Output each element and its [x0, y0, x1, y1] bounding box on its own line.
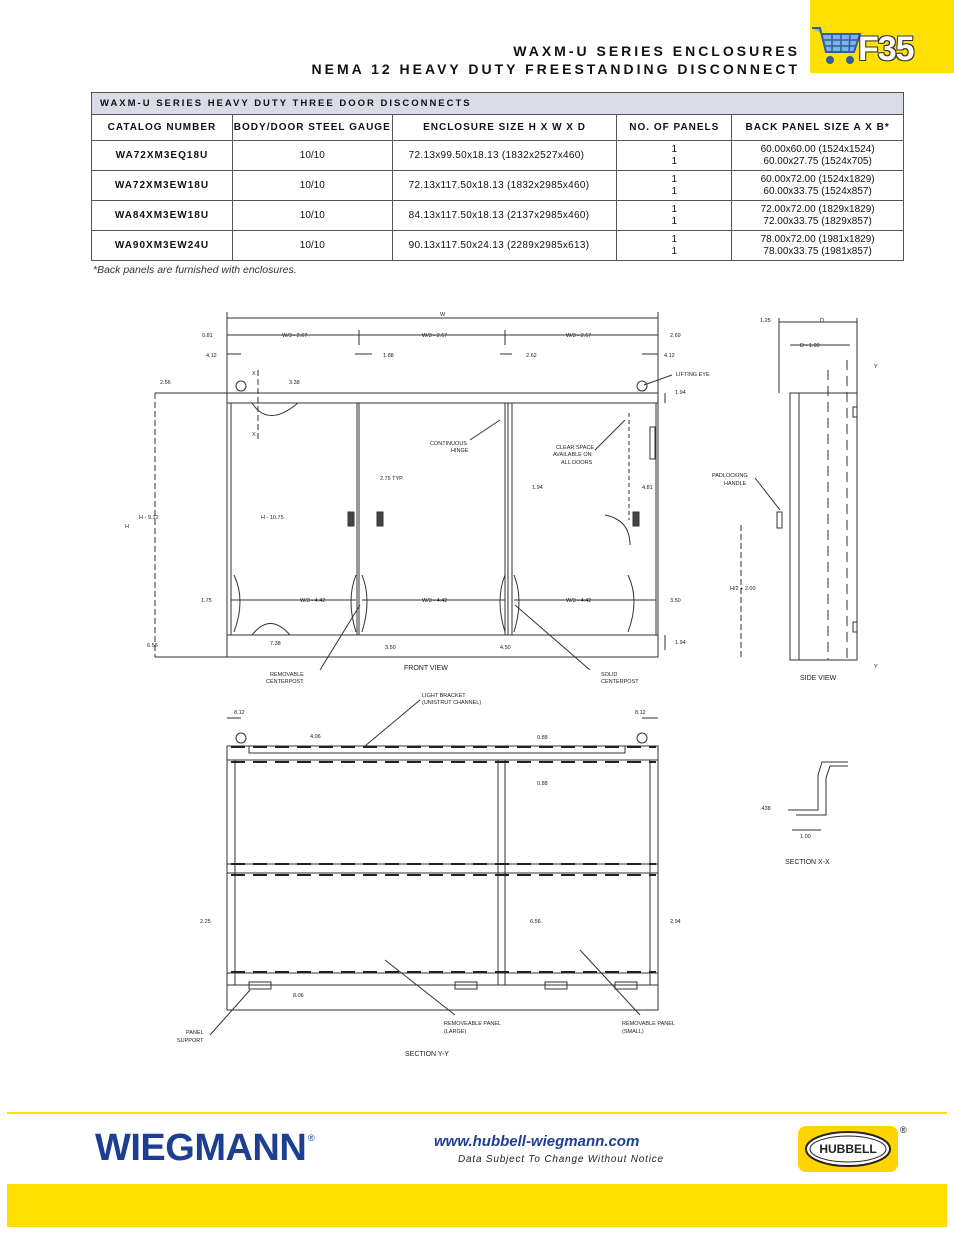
col-header-catalog: CATALOG NUMBER [92, 115, 233, 141]
panel-count: 1 [671, 155, 678, 167]
dim-label: W/3 - 4.42 [422, 598, 448, 604]
dim-label: 2.56 [160, 380, 171, 386]
callout-label: ALL DOORS [561, 460, 593, 466]
dim-label: 0.81 [202, 333, 213, 339]
callout-label: REMOVABLE [270, 672, 304, 678]
dim-label: 1.25 [760, 318, 771, 324]
registered-mark: ® [900, 1125, 907, 1135]
callout-label: CONTINUOUS [430, 441, 467, 447]
steel-gauge: 10/10 [232, 171, 392, 201]
catalog-number: WA72XM3EQ18U [92, 141, 233, 171]
callout-label: LIGHT BRACKET [422, 693, 466, 699]
dim-label: W/3 - 2.67 [422, 333, 448, 339]
dim-label: 4.12 [206, 353, 217, 359]
hubbell-wordmark: HUBBELL [819, 1142, 877, 1156]
dim-label: X [252, 371, 256, 377]
dim-label: W/3 - 2.67 [282, 333, 308, 339]
dim-label: 2.69 [670, 333, 681, 339]
panel-count: 1 [671, 173, 678, 185]
dim-label: H [125, 524, 129, 530]
steel-gauge: 10/10 [232, 201, 392, 231]
dim-label: 4.50 [500, 645, 511, 651]
view-title-front: FRONT VIEW [404, 665, 448, 672]
panel-count: 1 [671, 203, 678, 215]
website-link[interactable]: www.hubbell-wiegmann.com [434, 1133, 640, 1150]
callout-label: CENTERPOST [266, 679, 304, 685]
dim-label: 3.50 [385, 645, 396, 651]
view-title-section-xx: SECTION X-X [785, 859, 830, 866]
dim-label: W [440, 312, 446, 318]
dim-label: 1.94 [532, 485, 543, 491]
col-header-panels: NO. OF PANELS [617, 115, 732, 141]
panel-count: 1 [671, 245, 678, 257]
steel-gauge: 10/10 [232, 141, 392, 171]
dim-label: H - 9.12 [139, 515, 159, 521]
dim-label: 2.62 [526, 353, 537, 359]
enclosure-size: 84.13x117.50x18.13 (2137x2985x460) [392, 201, 617, 231]
table-banner: WAXM-U SERIES HEAVY DUTY THREE DOOR DISCONNECTS [92, 93, 904, 115]
callout-label: PADLOCKING [712, 473, 748, 479]
dim-label: 4.12 [664, 353, 675, 359]
dim-label: 4.06 [310, 734, 321, 740]
back-panel-size: 72.00x72.00 (1829x1829) [760, 203, 875, 215]
dim-label: 8.12 [234, 710, 245, 716]
front-enclosure-outline [227, 393, 658, 657]
callout-label: REMOVABLE PANEL [622, 1021, 675, 1027]
dim-label: 6.56 [530, 919, 541, 925]
col-header-size: ENCLOSURE SIZE H X W X D [392, 115, 617, 141]
table-footnote: *Back panels are furnished with enclosures. [93, 264, 297, 276]
dim-label: W/3 - 4.42 [300, 598, 326, 604]
dim-label: 2.75 TYP. [380, 476, 404, 482]
panel-count: 1 [671, 143, 678, 155]
disclaimer: Data Subject To Change Without Notice [458, 1154, 664, 1165]
panel-count: 1 [671, 215, 678, 227]
callout-label: CENTERPOST [601, 679, 639, 685]
lifting-eye [236, 381, 246, 391]
back-panel-size: 60.00x60.00 (1524x1524) [760, 143, 875, 155]
dim-label: 1.94 [675, 390, 686, 396]
dim-label: D - 1.00 [800, 343, 820, 349]
lifting-eye [637, 381, 647, 391]
callout-label: REMOVEABLE PANEL [444, 1021, 502, 1027]
back-panel-size: 60.00x33.75 (1524x857) [763, 185, 872, 197]
enclosure-size: 72.13x117.50x18.13 (1832x2985x460) [392, 171, 617, 201]
callout-label: HANDLE [724, 481, 747, 487]
dim-label: 8.12 [635, 710, 646, 716]
panel-count: 1 [671, 233, 678, 245]
dim-label: 3.50 [670, 598, 681, 604]
dim-label: D [820, 318, 824, 324]
callout-label: SOLID [601, 672, 618, 678]
dim-label: 1.94 [675, 640, 686, 646]
back-panel-size: 60.00x27.75 (1524x705) [763, 155, 872, 167]
page-title-line2: NEMA 12 HEAVY DUTY FREESTANDING DISCONNECT [311, 61, 800, 77]
callout-label: HINGE [451, 448, 469, 454]
dim-label: 0.88 [537, 735, 548, 741]
back-panel-size: 72.00x33.75 (1829x857) [763, 215, 872, 227]
callout-label: (LARGE) [444, 1029, 467, 1035]
registered-mark: ® [308, 1133, 315, 1143]
dim-label: 8.06 [293, 993, 304, 999]
panel-count: 1 [671, 185, 678, 197]
dim-label: Y [874, 364, 878, 370]
section-yy-outline [227, 746, 658, 1010]
dim-label: 4.81 [642, 485, 653, 491]
steel-gauge: 10/10 [232, 231, 392, 261]
catalog-number: WA72XM3EW18U [92, 171, 233, 201]
callout-label: CLEAR SPACE [556, 445, 595, 451]
dim-label: X [252, 432, 256, 438]
view-title-side: SIDE VIEW [800, 675, 837, 682]
wiegmann-logo: WIEGMANN [95, 1127, 307, 1169]
callout-label: (UNISTRUT CHANNEL) [422, 700, 482, 706]
catalog-number: WA90XM3EW24U [92, 231, 233, 261]
callout-label: SUPPORT [177, 1038, 204, 1044]
dim-label: 1.75 [201, 598, 212, 604]
dim-label: 1.00 [800, 834, 811, 840]
back-panel-size: 60.00x72.00 (1524x1829) [760, 173, 875, 185]
col-header-gauge: BODY/DOOR STEEL GAUGE [232, 115, 392, 141]
footer-band [7, 1184, 947, 1227]
callout-label: LIFTING EYE [676, 372, 710, 378]
back-panel-size: 78.00x33.75 (1981x857) [763, 245, 872, 257]
callout-label: (SMALL) [622, 1029, 644, 1035]
enclosure-size: 90.13x117.50x24.13 (2289x2985x613) [392, 231, 617, 261]
dim-label: W/3 - 2.67 [566, 333, 592, 339]
dim-label: .438 [760, 806, 771, 812]
dim-label: H - 10.75 [261, 515, 284, 521]
callout-label: PANEL [186, 1030, 204, 1036]
dim-label: Y [874, 664, 878, 670]
page-title-line1: WAXM-U SERIES ENCLOSURES [513, 43, 800, 59]
back-panel-size: 78.00x72.00 (1981x1829) [760, 233, 875, 245]
hubbell-logo [798, 1126, 898, 1172]
dim-label: 7.38 [270, 641, 281, 647]
dim-label: 2.25 [200, 919, 211, 925]
catalog-number: WA84XM3EW18U [92, 201, 233, 231]
view-title-section-yy: SECTION Y-Y [405, 1051, 449, 1058]
dim-label: 1.88 [383, 353, 394, 359]
enclosure-size: 72.13x99.50x18.13 (1832x2527x460) [392, 141, 617, 171]
dim-label: 0.88 [537, 781, 548, 787]
col-header-back-panel: BACK PANEL SIZE A X B* [732, 115, 904, 141]
callout-label: AVAILABLE ON [553, 452, 592, 458]
dim-label: 2.94 [670, 919, 681, 925]
footer-rule [7, 1112, 947, 1114]
page-code: F35 [858, 30, 914, 68]
dim-label: W/3 - 4.42 [566, 598, 592, 604]
dim-label: 6.56 [147, 643, 158, 649]
dim-label: H/2 + 2.00 [730, 586, 756, 592]
section-xx-profile [788, 762, 848, 810]
dim-label: 3.38 [289, 380, 300, 386]
